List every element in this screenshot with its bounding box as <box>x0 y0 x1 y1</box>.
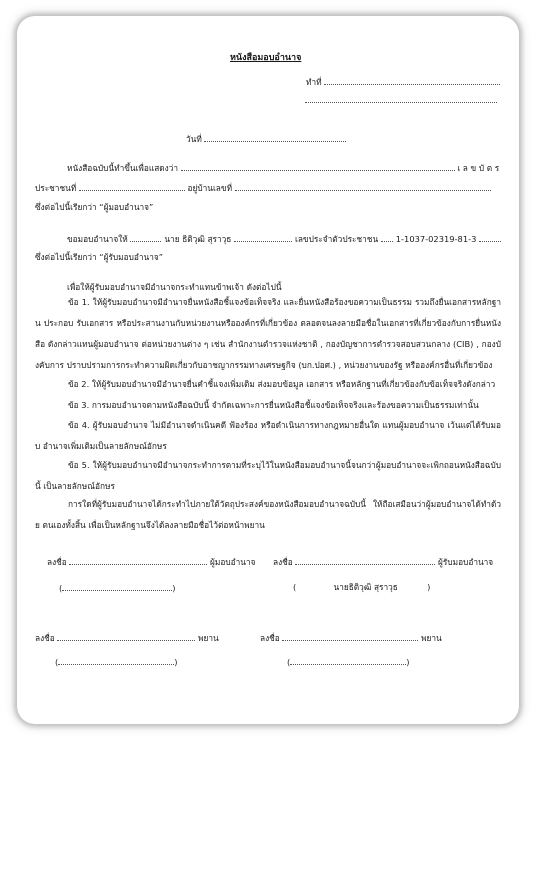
clause-3: ข้อ 3. การมอบอำนาจตามหนังสือฉบับนี้ จำกัดเฉพาะการยื่นหนังสือชี้แจงข้อเท็จจริงและร้องขอความเป็นธรรมเท่านั้น <box>68 400 479 410</box>
witness-2-signature-line <box>260 632 442 644</box>
grantee-name-value[interactable]: นาย ธิติวุฒิ สุราวุธ <box>164 234 232 244</box>
paren-open: ( <box>287 657 291 667</box>
written-at-label: ทำที่ <box>306 77 322 87</box>
witness-1-printed-name-field[interactable] <box>58 656 174 665</box>
clause-4: ข้อ 4. ผู้รับมอบอำนาจ ไม่มีอำนาจดำเนินคดี ฟ้องร้อง หรือดำเนินการทางกฎหมายอื่นใด แทนผู้มอบอำนาจ เว้นแต่ได้รับมอบ อำนาจเพิ่มเติมเป็นลายลักษณ์อักษร <box>35 420 501 451</box>
grantor-intro: หนังสือฉบับนี้ทำขึ้นเพื่อแสดงว่า <box>67 163 179 173</box>
grantor-role-label: ผู้มอบอำนาจ <box>210 557 256 567</box>
grantee-role-label: ผู้รับมอบอำนาจ <box>438 557 494 567</box>
grantor-sign-label: ลงชื่อ <box>47 557 67 567</box>
grantee-name-trail <box>234 233 292 242</box>
written-at-line-2 <box>305 94 497 106</box>
clause-1: ข้อ 1. ให้ผู้รับมอบอำนาจมีอำนาจยื่นหนังสือชี้แจงข้อเท็จจริง และยื่นหนังสือร้องขอความเป็นธรรม รวมถึงยื่นเอกสารหลักฐาน ประกอบ รับเอกสาร หรือประสานงานกับหน่วยงานหรือองค์กรที่เกี่ยวข้อง ตลอดจนลงลายมือชื่อในเอกสารที่เกี่ยวข้องกับการยื่นหนังสือ ดังกล่าวแทนผู้มอบอำนาจ ต่อหน่วยงานต่าง ๆ เช่น สำนักงานตำรวจแห่งชาติ , กองบัญชาการตำรวจสอบสวนกลาง (CIB) , กองบังคับการ ปราบปรามการกระทำความผิดเกี่ยวกับอาชญากรรมทางเศรษฐกิจ (บก.ปอศ.) , หน่วยงานของรัฐ หรือองค์กรอื่นที่เกี่ยวข้อง <box>35 297 501 370</box>
grantor-address-field[interactable] <box>235 182 491 191</box>
grantor-line-1 <box>67 162 499 174</box>
grantor-id-field[interactable] <box>79 182 185 191</box>
document-page <box>17 16 519 724</box>
paren-open: ( <box>59 583 63 593</box>
written-at-field[interactable] <box>324 76 500 85</box>
grantee-printed-name <box>293 582 430 593</box>
written-at-field-2[interactable] <box>305 94 497 103</box>
grantor-printed-name <box>59 582 176 594</box>
grantee-id-label: เลขประจำตัวประชาชน <box>295 234 379 244</box>
grantee-line-2: ซึ่งต่อไปนี้เรียกว่า “ผู้รับมอบอำนาจ” <box>35 252 164 262</box>
grantor-line-3: ซึ่งต่อไปนี้เรียกว่า “ผู้มอบอำนาจ” <box>35 202 154 212</box>
witness-1-printed-name <box>55 656 178 668</box>
citizen-label: ประชาชนที่ <box>35 183 77 193</box>
paren-close: ) <box>406 657 410 667</box>
paren-close: ) <box>172 583 176 593</box>
grantee-id-trail <box>479 233 501 242</box>
date-field[interactable] <box>204 133 346 142</box>
witness-2-role-label: พยาน <box>421 633 442 643</box>
paren-close: ) <box>174 657 178 667</box>
grantor-name-field[interactable] <box>181 162 455 171</box>
grantee-signature-field[interactable] <box>295 556 435 565</box>
clause-5: ข้อ 5. ให้ผู้รับมอบอำนาจมีอำนาจกระทำการตามที่ระบุไว้ในหนังสือมอบอำนาจนี้จนกว่าผู้มอบอำนาจจะเพิกถอนหนังสือฉบับนี้ เป็นลายลักษณ์อักษร <box>35 460 501 491</box>
grantor-printed-name-field[interactable] <box>62 582 172 591</box>
grantee-id-value[interactable]: 1-1037-02319-81-3 <box>395 234 477 244</box>
grantee-id-lead <box>381 233 393 242</box>
grantee-line-1 <box>67 233 501 245</box>
written-at-line <box>306 76 500 88</box>
date-line <box>186 133 346 145</box>
grantee-intro: ขอมอบอำนาจให้ <box>67 234 128 244</box>
clause-2: ข้อ 2. ให้ผู้รับมอบอำนาจมีอำนาจยื่นคำชี้แจงเพิ่มเติม ส่งมอบข้อมูล เอกสาร หรือหลักฐานที่เกี่ยวข้องกับข้อเท็จจริงดังกล่าว <box>68 379 496 389</box>
document-title: หนังสือมอบอำนาจ <box>230 53 302 63</box>
witness-1-signature-field[interactable] <box>57 632 195 641</box>
witness-2-printed-name-field[interactable] <box>290 656 406 665</box>
paren-open: ( <box>293 582 297 592</box>
witness-1-sign-label: ลงชื่อ <box>35 633 55 643</box>
closing-paragraph: การใดที่ผู้รับมอบอำนาจได้กระทำไปภายใต้วัตถุประสงค์ของหนังสือมอบอำนาจฉบับนี้ ให้ถือเสมือนว่าผู้มอบอำนาจได้ทำด้วย ตนเองทั้งสิ้น เพื่อเป็นหลักฐานจึงได้ลงลายมือชื่อไว้ต่อหน้าพยาน <box>35 499 501 530</box>
grantor-signature-line <box>47 556 255 568</box>
grantee-sign-label: ลงชื่อ <box>273 557 293 567</box>
paren-open: ( <box>55 657 59 667</box>
witness-1-role-label: พยาน <box>198 633 219 643</box>
grantee-name-lead <box>130 233 161 242</box>
witness-1-signature-line <box>35 632 219 644</box>
address-label: อยู่บ้านเลขที่ <box>187 183 233 193</box>
grantor-signature-field[interactable] <box>69 556 207 565</box>
witness-2-signature-field[interactable] <box>282 632 418 641</box>
grantee-printed-name-value[interactable]: นายธิติวุฒิ สุราวุธ <box>333 582 398 592</box>
powers-intro: เพื่อให้ผู้รับมอบอำนาจมีอำนาจกระทำแทนข้าพเจ้า ดังต่อไปนี้ <box>67 282 282 292</box>
witness-2-printed-name <box>287 656 410 668</box>
grantor-line-2 <box>35 182 491 194</box>
paren-close: ) <box>427 582 431 592</box>
id-card-label: เ ล ข บั ต ร <box>457 163 500 173</box>
date-label: วันที่ <box>186 134 202 144</box>
witness-2-sign-label: ลงชื่อ <box>260 633 280 643</box>
grantee-signature-line <box>273 556 493 568</box>
